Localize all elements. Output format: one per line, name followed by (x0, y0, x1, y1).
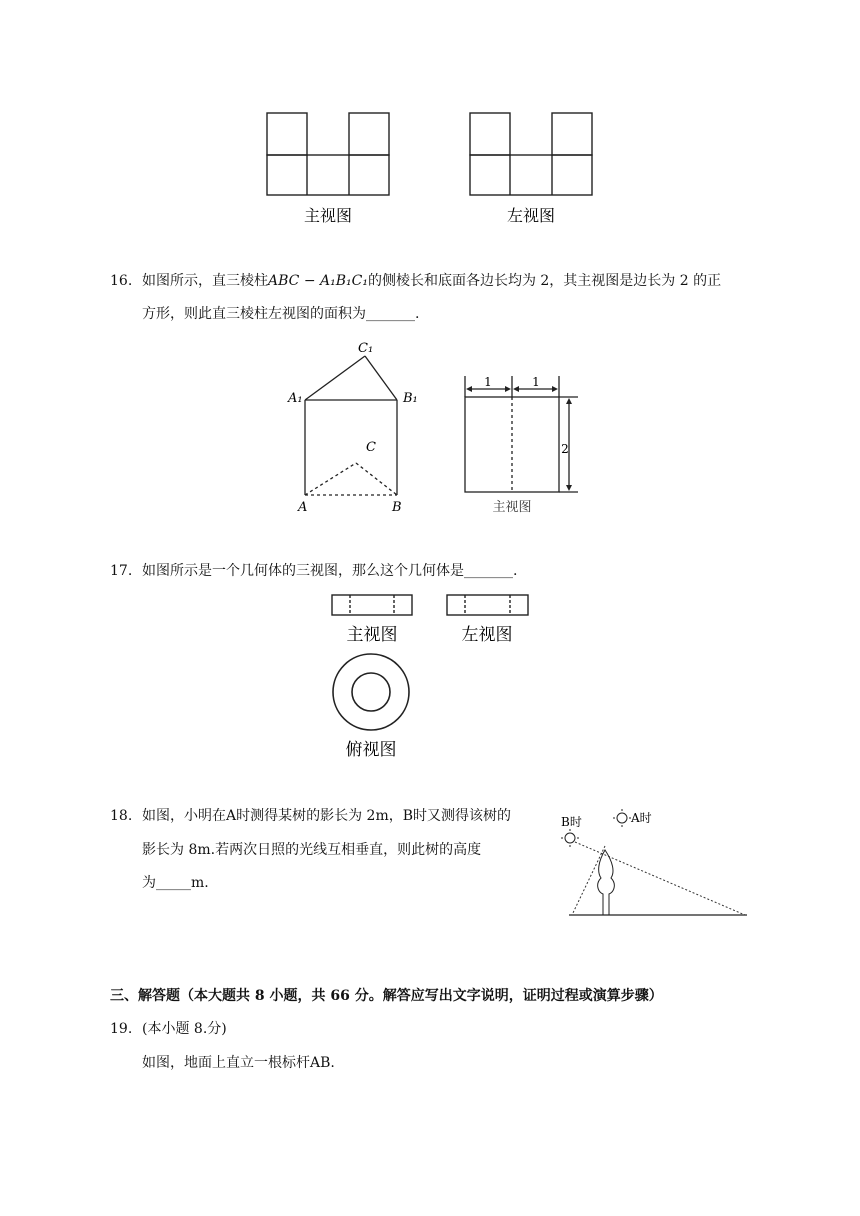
q16-view-label: 主视图 (492, 500, 532, 515)
q17-top-label: 俯视图 (345, 740, 397, 760)
tree-icon (598, 850, 615, 915)
front-view-shape (267, 113, 389, 195)
label-a: A (298, 500, 308, 515)
dim-height: 2 (561, 442, 569, 456)
q16-figure (280, 336, 600, 521)
left-view-label: 左视图 (506, 206, 556, 225)
q16-expression: ABC − A₁B₁C₁ (268, 273, 368, 289)
q19-score: (本小题 8.分) (142, 1021, 227, 1037)
dim-left: 1 (484, 375, 492, 389)
q17-front-label: 主视图 (346, 625, 398, 645)
top-views-figure (250, 100, 610, 240)
sun-a (613, 809, 631, 827)
q17-text: 如图所示是一个几何体的三视图，那么这个几何体是_______. (142, 563, 518, 579)
section3-heading: 三、解答题（本大题共 8 小题，共 66 分。解答应写出文字说明，证明过程或演算步骤） (110, 988, 663, 1004)
q16-line1-a: 如图所示，直三棱柱 (142, 273, 268, 289)
front-view-label: 主视图 (303, 206, 353, 225)
sun-b-label: B时 (561, 815, 582, 829)
q16-number: 16. (110, 273, 133, 289)
label-c: C (366, 440, 376, 455)
front-view-rect (465, 376, 578, 492)
label-a1: A₁ (288, 391, 303, 406)
q16-line2: 方形，则此直三棱柱左视图的面积为_______. (142, 306, 420, 322)
q17-front-view (332, 595, 412, 615)
dim-right: 1 (532, 375, 540, 389)
q17-number: 17. (110, 563, 133, 579)
q18-line1: 如图，小明在A时测得某树的影长为 2m，B时又测得该树的 (142, 808, 512, 824)
dimension-arrows (466, 386, 572, 491)
q16-line1-b: 的侧棱长和底面各边长均为 2，其主视图是边长为 2 的正 (367, 273, 722, 289)
q18-number: 18. (110, 808, 133, 824)
shadow-lines (572, 842, 745, 915)
q17-top-view (333, 654, 409, 730)
label-b1: B₁ (403, 391, 418, 406)
prism-drawing (305, 356, 397, 495)
label-c1: C₁ (358, 341, 374, 356)
sun-a-label: A时 (631, 811, 652, 825)
q16-line1 (142, 271, 721, 291)
q18-figure (555, 800, 755, 925)
left-view-shape (470, 113, 592, 195)
q19-text: 如图，地面上直立一根标杆AB. (142, 1055, 335, 1071)
q17-figure (320, 588, 550, 763)
sun-b (561, 829, 579, 847)
q19-number: 19. (110, 1021, 133, 1037)
q17-left-view (447, 595, 528, 615)
label-b: B (392, 500, 402, 515)
q18-line2: 影长为 8m.若两次日照的光线互相垂直，则此树的高度 (142, 842, 482, 858)
q17-left-label: 左视图 (461, 625, 513, 645)
q18-line3: 为_____m. (142, 875, 209, 891)
